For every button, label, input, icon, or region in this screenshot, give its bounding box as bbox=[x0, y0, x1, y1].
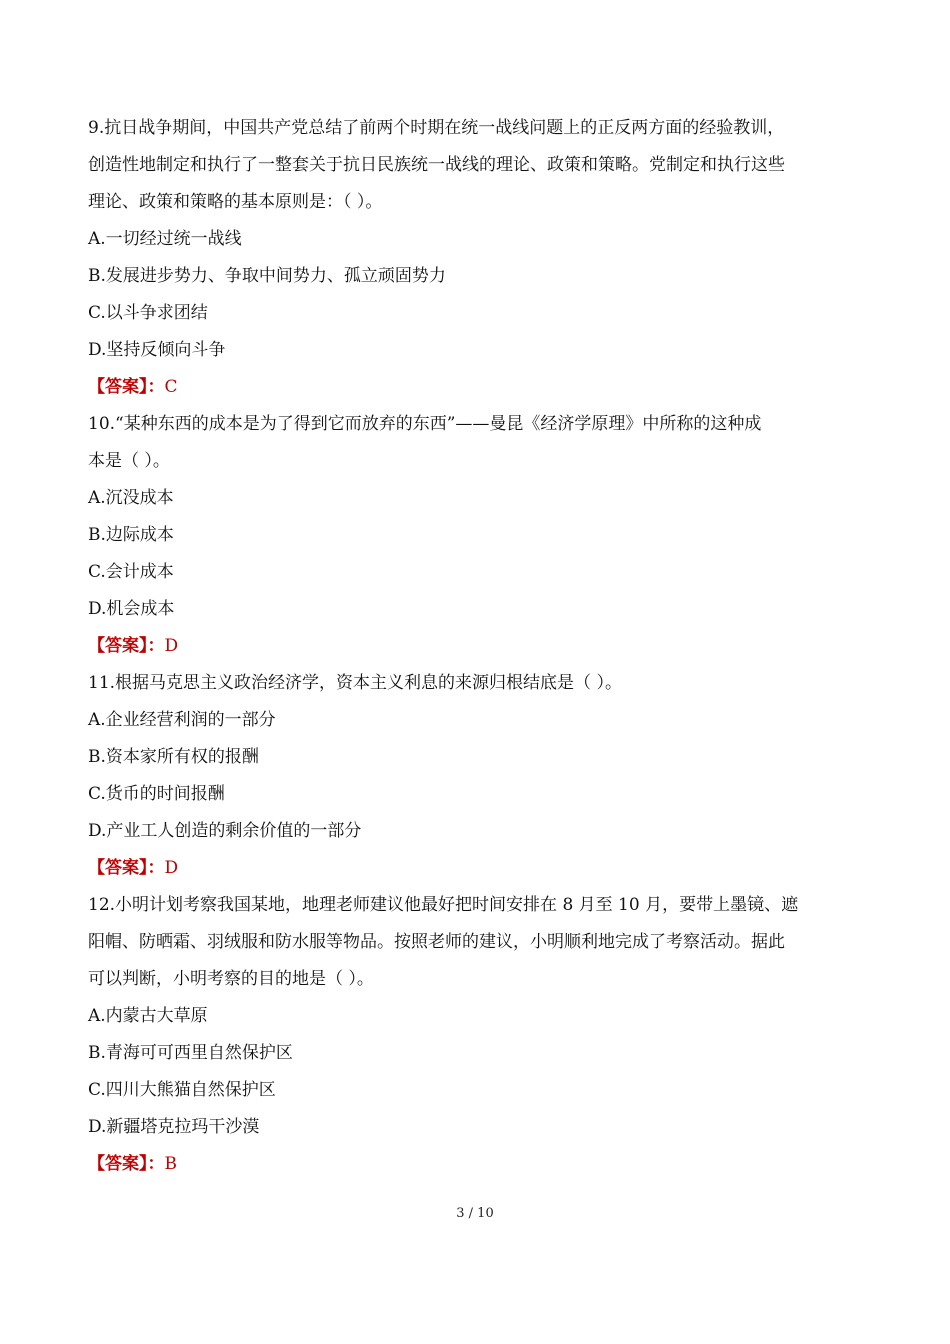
answer-line bbox=[88, 1146, 868, 1183]
option-a: A.一切经过统一战线 bbox=[88, 229, 242, 249]
question-stem-line: 创造性地制定和执行了一整套关于抗日民族统一战线的理论、政策和策略。党制定和执行这些 bbox=[88, 155, 785, 175]
answer-label: 【答案】： bbox=[88, 636, 165, 656]
answer-value: B bbox=[164, 1154, 177, 1174]
option-a: A.内蒙古大草原 bbox=[88, 1006, 208, 1026]
question-list bbox=[88, 110, 868, 1183]
page-number: 3 / 10 bbox=[456, 1206, 494, 1221]
question-10 bbox=[88, 406, 868, 665]
option-c: C.四川大熊猫自然保护区 bbox=[88, 1080, 276, 1100]
answer-value: C bbox=[164, 377, 178, 397]
question-stem-line: 理论、政策和策略的基本原则是：（ ）。 bbox=[88, 192, 383, 212]
option-a: A.企业经营利润的一部分 bbox=[88, 710, 276, 730]
answer-label: 【答案】： bbox=[88, 858, 165, 878]
question-stem-line: 9.抗日战争期间，中国共产党总结了前两个时期在统一战线问题上的正反两方面的经验教训， bbox=[88, 118, 785, 138]
question-12 bbox=[88, 887, 868, 1183]
option-c: C.货币的时间报酬 bbox=[88, 784, 225, 804]
question-stem-line: 10.“某种东西的成本是为了得到它而放弃的东西”——曼昆《经济学原理》中所称的这种成 bbox=[88, 414, 762, 434]
answer-label: 【答案】： bbox=[88, 1154, 165, 1174]
answer-line bbox=[88, 369, 868, 406]
option-a: A.沉没成本 bbox=[88, 488, 174, 508]
option-d: D.坚持反倾向斗争 bbox=[88, 340, 226, 360]
option-b: B.边际成本 bbox=[88, 525, 174, 545]
option-b: B.青海可可西里自然保护区 bbox=[88, 1043, 293, 1063]
question-stem-line: 11.根据马克思主义政治经济学，资本主义利息的来源归根结底是（ ）。 bbox=[88, 673, 622, 693]
question-11 bbox=[88, 665, 868, 887]
answer-line bbox=[88, 850, 868, 887]
option-b: B.资本家所有权的报酬 bbox=[88, 747, 259, 767]
answer-label: 【答案】： bbox=[88, 377, 165, 397]
answer-line bbox=[88, 628, 868, 665]
answer-value: D bbox=[164, 636, 179, 656]
option-c: C.会计成本 bbox=[88, 562, 174, 582]
answer-value: D bbox=[164, 858, 179, 878]
option-d: D.产业工人创造的剩余价值的一部分 bbox=[88, 821, 362, 841]
question-stem-line: 阳帽、防晒霜、羽绒服和防水服等物品。按照老师的建议，小明顺利地完成了考察活动。据此 bbox=[88, 932, 785, 952]
question-9 bbox=[88, 110, 868, 406]
question-stem-line: 可以判断，小明考察的目的地是（ ）。 bbox=[88, 969, 374, 989]
option-c: C.以斗争求团结 bbox=[88, 303, 208, 323]
question-stem-line: 12.小明计划考察我国某地，地理老师建议他最好把时间安排在 8 月至 10 月，要带上墨镜、遮 bbox=[88, 895, 799, 915]
option-b: B.发展进步势力、争取中间势力、孤立顽固势力 bbox=[88, 266, 446, 286]
question-stem-line: 本是（ ）。 bbox=[88, 451, 170, 471]
option-d: D.机会成本 bbox=[88, 599, 175, 619]
option-d: D.新疆塔克拉玛干沙漠 bbox=[88, 1117, 260, 1137]
